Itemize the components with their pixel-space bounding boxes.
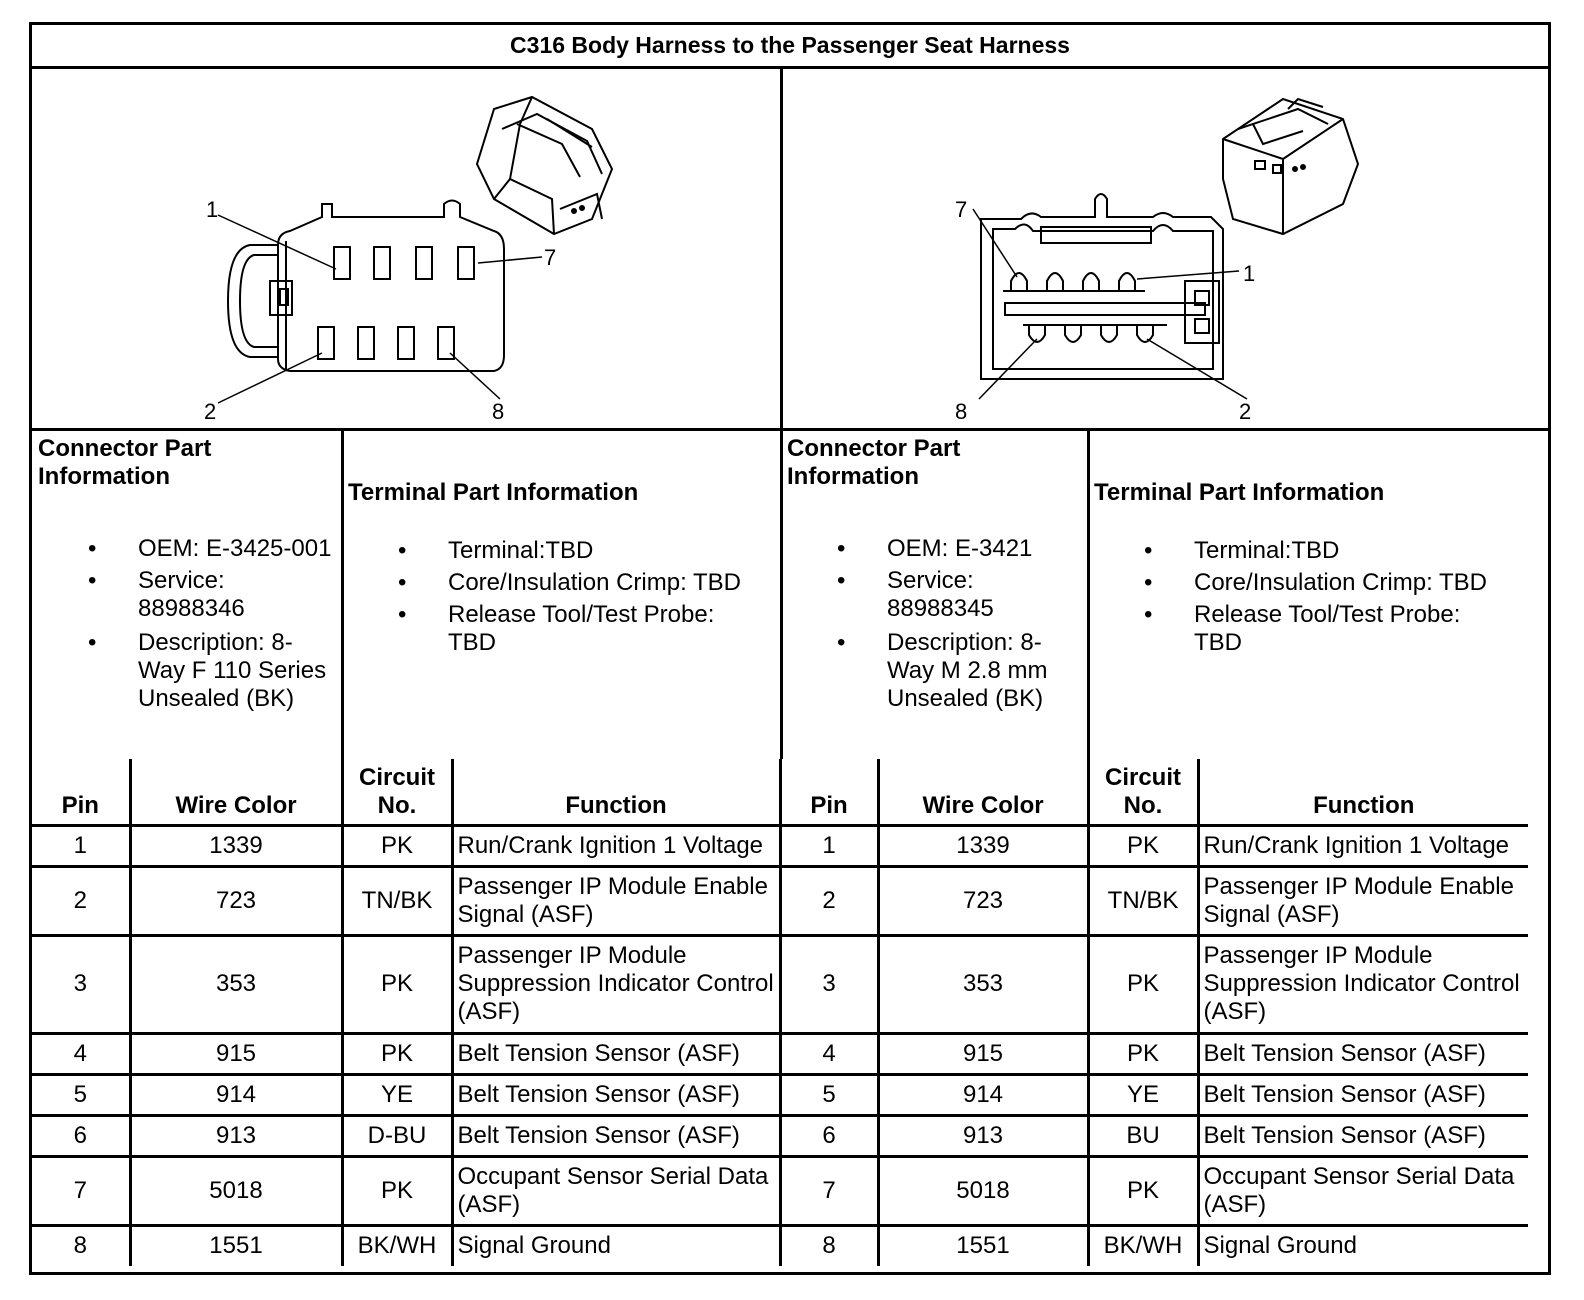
- left-connector-info: [38, 435, 338, 713]
- right-callout-8: 8: [955, 399, 968, 424]
- header-pin: Pin: [32, 759, 130, 825]
- right-info-divider: [1087, 431, 1090, 759]
- diagram-divider: [32, 428, 1548, 431]
- right-connector-3d-icon: [1223, 99, 1358, 234]
- left-connector-service: • Service: 88988346: [88, 567, 245, 622]
- table-row: 4 915 PK Belt Tension Sensor (ASF) 4 915 PK Belt Tension Sensor (ASF): [32, 1033, 1528, 1074]
- right-connector-info: [787, 435, 1087, 713]
- table-header-row: [32, 759, 1528, 825]
- right-terminal-tool: • Release Tool/Test Probe: TBD: [1144, 601, 1461, 656]
- connector-sheet: [29, 22, 1551, 1275]
- left-callout-8: 8: [492, 399, 505, 424]
- right-terminal-info-heading: Terminal Part Information: [1094, 479, 1385, 506]
- table-row: 1 1339 PK Run/Crank Ignition 1 Voltage 1 1339 PK Run/Crank Ignition 1 Voltage: [32, 825, 1528, 866]
- left-terminal-crimp: • Core/Insulation Crimp: TBD: [398, 569, 741, 596]
- left-callout-7: 7: [544, 245, 557, 270]
- left-pin-1: [334, 247, 350, 279]
- right-pin-7: [1011, 273, 1027, 291]
- header-wire-color: Wire Color: [878, 759, 1088, 825]
- left-pin-3-top: [416, 247, 432, 279]
- header-circuit-no: Circuit No.: [1088, 759, 1198, 825]
- header-wire-color: Wire Color: [130, 759, 342, 825]
- left-callout-1: 1: [206, 197, 219, 222]
- right-connector-diagram: [783, 69, 1548, 428]
- header-function: Function: [1198, 759, 1528, 825]
- left-terminal-info: [348, 479, 778, 657]
- right-callout-7: 7: [955, 197, 968, 222]
- right-connector-info-heading: Connector Part Information: [787, 435, 961, 490]
- left-terminal-item: • Terminal:TBD: [398, 537, 594, 564]
- right-pin-1: [1119, 273, 1135, 291]
- right-terminal-crimp: • Core/Insulation Crimp: TBD: [1144, 569, 1487, 596]
- right-terminal-info: [1094, 479, 1544, 657]
- page-title: C316 Body Harness to the Passenger Seat Harness: [32, 25, 1548, 69]
- table-row: 8 1551 BK/WH Signal Ground 8 1551 BK/WH Signal Ground: [32, 1225, 1528, 1266]
- left-connector-outline: [278, 201, 504, 372]
- right-pin-2: [1137, 325, 1153, 342]
- left-callout-2: 2: [204, 399, 217, 424]
- right-callout-2: 2: [1239, 399, 1252, 424]
- left-connector-diagram: [32, 69, 780, 428]
- right-connector-service: • Service: 88988345: [837, 567, 994, 622]
- header-circuit-no: Circuit No.: [342, 759, 452, 825]
- left-connector-info-heading: Connector Part Information: [38, 435, 212, 490]
- table-row: 6 913 D-BU Belt Tension Sensor (ASF) 6 913 BU Belt Tension Sensor (ASF): [32, 1115, 1528, 1156]
- table-row: 5 914 YE Belt Tension Sensor (ASF) 5 914 YE Belt Tension Sensor (ASF): [32, 1074, 1528, 1115]
- right-connector-oem: • OEM: E-3421: [837, 535, 1033, 562]
- header-pin: Pin: [780, 759, 878, 825]
- right-connector-outline: [981, 194, 1223, 379]
- pinout-table: [32, 759, 1528, 1266]
- table-row: 2 723 TN/BK Passenger IP Module Enable Signal (ASF) 2 723 TN/BK Passenger IP Module Enable Signal (ASF): [32, 866, 1528, 935]
- left-connector-3d-icon: [477, 97, 612, 234]
- header-function: Function: [452, 759, 780, 825]
- left-terminal-tool: • Release Tool/Test Probe: TBD: [398, 601, 715, 656]
- right-connector-description: • Description: 8-Way M 2.8 mm Unsealed (BK): [837, 629, 1048, 712]
- right-separator-bar: [1005, 303, 1205, 315]
- left-terminal-info-heading: Terminal Part Information: [348, 479, 639, 506]
- right-callout-1: 1: [1243, 261, 1256, 286]
- left-pin-2-top: [374, 247, 390, 279]
- left-connector-description: • Description: 8-Way F 110 Series Unsealed (BK): [88, 629, 327, 712]
- left-connector-oem: • OEM: E-3425-001: [88, 535, 332, 562]
- table-row: 3 353 PK Passenger IP Module Suppression Indicator Control (ASF) 3 353 PK Passenger IP Module Suppression Indicator Control (ASF): [32, 935, 1528, 1033]
- table-row: 7 5018 PK Occupant Sensor Serial Data (ASF) 7 5018 PK Occupant Sensor Serial Data (ASF): [32, 1156, 1528, 1225]
- left-info-divider: [341, 431, 344, 759]
- left-pin-7: [458, 247, 474, 279]
- right-terminal-item: • Terminal:TBD: [1144, 537, 1340, 564]
